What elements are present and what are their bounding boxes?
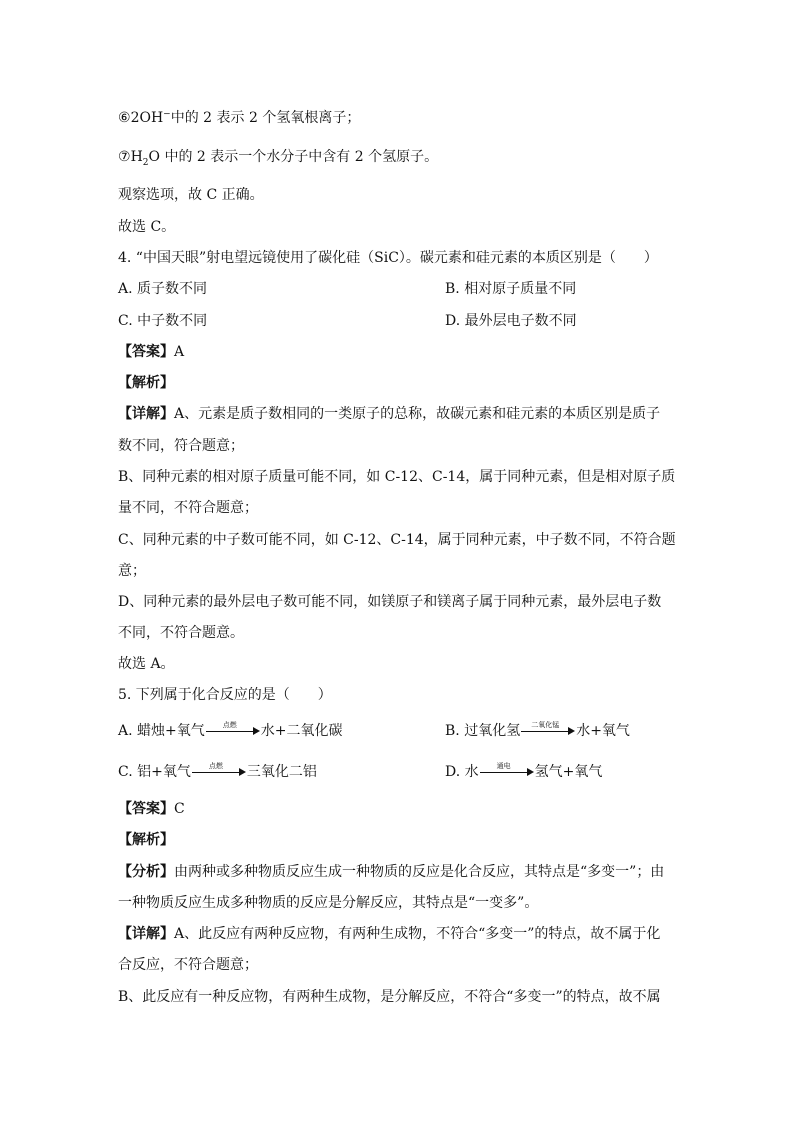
observe-line: 观察选项，故 C 正确。 — [118, 187, 264, 203]
answer-tag: 【答案】 — [118, 344, 174, 360]
reaction-arrow — [480, 762, 534, 779]
circled-7: ⑦ — [118, 149, 131, 165]
q4-detail-d2: 不同，不符合题意。 — [118, 625, 244, 641]
arrow-condition: 二氧化锰 — [531, 721, 560, 729]
q5-stem: 5. 下列属于化合反应的是（ ） — [118, 687, 332, 703]
q4-detail-b1: B、同种元素的相对原子质量可能不同，如 C-12、C-14，属于同种元素，但是相对原子质 — [118, 469, 676, 485]
q5-option-c: C. 铝+氧气 点燃 三氧化二铝 — [118, 762, 317, 780]
detail-tag: 【详解】 — [118, 926, 174, 942]
reaction-arrow — [192, 762, 246, 779]
q5-option-a: A. 蜡烛+氧气 点燃 水+二氧化碳 — [118, 721, 343, 739]
q5-detail-a2: 合反应，不符合题意； — [118, 957, 258, 973]
q5-detail-b1: B、此反应有一种反应物，有两种生成物，是分解反应，不符合“多变一”的特点，故不属 — [118, 989, 661, 1005]
q4-detail-c2: 意； — [118, 563, 146, 579]
q4-option-c: C. 中子数不同 — [118, 313, 208, 329]
answer-value: A — [174, 344, 185, 360]
q4-option-b: B. 相对原子质量不同 — [445, 281, 577, 297]
q5-option-b: B. 过氧化氢 二氧化锰 水+氧气 — [445, 721, 630, 739]
arrow-condition: 点燃 — [222, 721, 237, 729]
detail-tag: 【详解】 — [118, 406, 174, 422]
q4-answer — [118, 344, 184, 360]
q4-detail-a2: 数不同，符合题意； — [118, 438, 244, 454]
line-7 — [118, 149, 439, 168]
q4-analysis-tag: 【解析】 — [118, 375, 174, 391]
answer-value: C — [174, 801, 185, 817]
q5-fenxi1: 【分析】由两种或多种物质反应生成一种物质的反应是化合反应，其特点是“多变一”；由 — [118, 864, 665, 880]
arrow-condition: 通电 — [496, 762, 511, 770]
q4-option-a: A. 质子数不同 — [118, 281, 208, 297]
q4-conclusion: 故选 A。 — [118, 656, 175, 672]
q5-option-d: D. 水 通电 氢气+氧气 — [445, 762, 603, 780]
arrow-condition: 点燃 — [208, 762, 223, 770]
q5-analysis-tag: 【解析】 — [118, 832, 174, 848]
fenxi-tag: 【分析】 — [118, 864, 174, 880]
reaction-arrow — [521, 721, 575, 738]
q4-detail-a1: 【详解】A、元素是质子数相同的一类原子的总称，故碳元素和硅元素的本质区别是质子 — [118, 406, 661, 422]
answer-tag: 【答案】 — [118, 801, 174, 817]
q5-fenxi2: 一种物质反应生成多种物质的反应是分解反应，其特点是“一变多”。 — [118, 895, 539, 911]
q4-option-d: D. 最外层电子数不同 — [445, 313, 577, 329]
line-7-text: 中的 2 表示一个水分子中含有 2 个氢原子。 — [160, 149, 439, 165]
q5-answer — [118, 801, 185, 817]
circled-6: ⑥ — [118, 110, 131, 126]
choose-c-line: 故选 C。 — [118, 219, 176, 235]
water-formula: $H_2O$ — [130, 149, 160, 168]
q4-detail-d1: D、同种元素的最外层电子数可能不同，如镁原子和镁离子属于同种元素，最外层电子数 — [118, 594, 662, 610]
q4-detail-c1: C、同种元素的中子数可能不同，如 C-12、C-14，属于同种元素，中子数不同，不符合题 — [118, 532, 676, 548]
line-6 — [118, 110, 360, 126]
line-6-text: 中的 2 表示 2 个氢氧根离子； — [170, 110, 361, 126]
q5-detail-a1: 【详解】A、此反应有两种反应物，有两种生成物，不符合“多变一”的特点，故不属于化 — [118, 926, 661, 942]
reaction-arrow — [206, 721, 260, 738]
q4-stem: 4. “中国天眼”射电望远镜使用了碳化硅（SiC）。碳元素和硅元素的本质区别是（ ） — [118, 250, 658, 266]
hydroxide-formula: 2OH− — [130, 109, 171, 126]
q4-detail-b2: 量不同，不符合题意； — [118, 500, 258, 516]
